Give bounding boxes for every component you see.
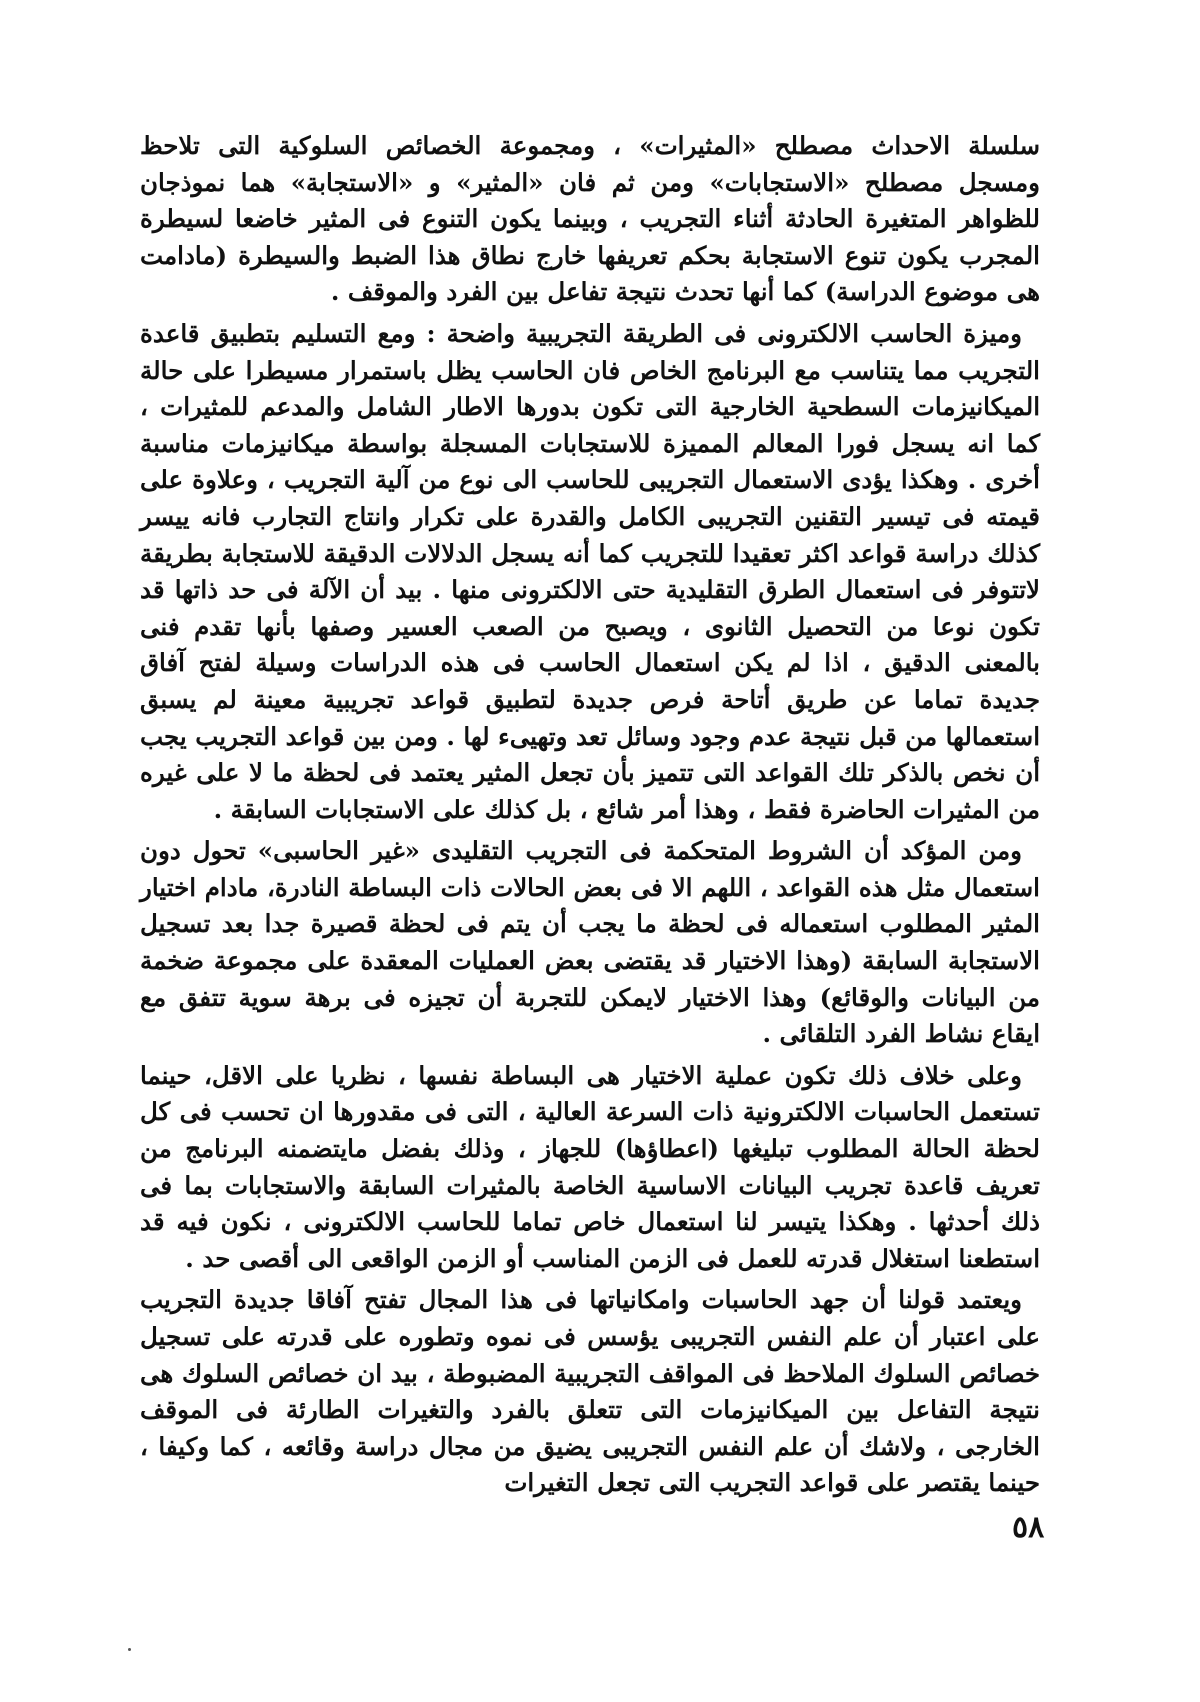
page-number: ٥٨ <box>1012 1510 1045 1545</box>
paragraph-2: وميزة الحاسب الالكترونى فى الطريقة التجريبية واضحة : ومع التسليم بتطبيق قاعدة التجريب مما يتناسب مع البرنامج الخاص فان الحاسب يظل باستمرار مسيطرا على حالة الميكانيزمات السطحية الخارجية التى تكون بدورها الاطار الشامل والمدعم للمثيرات ، كما انه يسجل فورا المعالم المميزة للاستجابات المسجلة بواسطة ميكانيزمات مناسبة أخرى . وهكذا يؤدى الاستعمال التجريبى للحاسب الى نوع من آلية التجريب ، وعلاوة على قيمته فى تيسير التقنين التجريبى الكامل والقدرة على تكرار وانتاج التجارب فانه ييسر كذلك دراسة قواعد اكثر تعقيدا للتجريب كما أنه يسجل الدلالات الدقيقة للاستجابة بطريقة لاتتوفر فى استعمال الطرق التقليدية حتى الالكترونى منها . بيد أن الآلة فى حد ذاتها قد تكون نوعا من التحصيل الثانوى ، ويصبح من الصعب العسير وصفها بأنها تقدم فنى بالمعنى الدقيق ، اذا لم يكن استعمال الحاسب فى هذه الدراسات وسيلة لفتح آفاق جديدة تماما عن طريق أتاحة فرص جديدة لتطبيق قواعد تجريبية معينة لم يسبق استعمالها من قبل نتيجة عدم وجود وسائل تعد وتهيىء لها . ومن بين قواعد التجريب يجب أن نخص بالذكر تلك القواعد التى تتميز بأن تجعل المثير يعتمد فى لحظة ما لا على غيره من المثيرات الحاضرة فقط ، وهذا أمر شائع ، بل كذلك على الاستجابات السابقة . <box>140 318 1040 824</box>
paragraph-1: سلسلة الاحداث مصطلح «المثيرات» ، ومجموعة الخصائص السلوكية التى تلاحظ ومسجل مصطلح «الاستجابات» ومن ثم فان «المثير» و «الاستجابة» هما نموذجان للظواهر المتغيرة الحادثة أثناء التجريب ، وبينما يكون التنوع فى المثير خاضعا لسيطرة المجرب يكون تنوع الاستجابة بحكم تعريفها خارج نطاق هذا الضبط والسيطرة (مادامت هى موضوع الدراسة) كما أنها تحدث نتيجة تفاعل بين الفرد والموقف . <box>140 131 1040 307</box>
body-text <box>140 128 1040 1507</box>
scan-speck <box>128 1648 131 1651</box>
paragraph-5: ويعتمد قولنا أن جهد الحاسبات وامكانياتها فى هذا المجال تفتح آفاقا جديدة التجريب على اعتبار أن علم النفس التجريبى يؤسس فى نموه وتطوره على قدرته على تسجيل خصائص السلوك الملاحظ فى المواقف التجريبية المضبوطة ، بيد ان خصائص السلوك هى نتيجة التفاعل بين الميكانيزمات التى تتعلق بالفرد والتغيرات الطارئة فى الموقف الخارجى ، ولاشك أن علم النفس التجريبى يضيق من مجال دراسة وقائعه ، كما وكيفا ، حينما يقتصر على قواعد التجريب التى تجعل التغيرات <box>140 1285 1040 1498</box>
paragraph-3: ومن المؤكد أن الشروط المتحكمة فى التجريب التقليدى «غير الحاسبى» تحول دون استعمال مثل هذه القواعد ، اللهم الا فى بعض الحالات ذات البساطة النادرة، مادام اختيار المثير المطلوب استعماله فى لحظة ما يجب أن يتم فى لحظة قصيرة جدا بعد تسجيل الاستجابة السابقة (وهذا الاختيار قد يقتضى بعض العمليات المعقدة على مجموعة ضخمة من البيانات والوقائع) وهذا الاختيار لايمكن للتجربة أن تجيزه فى برهة سوية تتفق مع ايقاع نشاط الفرد التلقائى . <box>140 836 1040 1049</box>
paragraph-4: وعلى خلاف ذلك تكون عملية الاختيار هى البساطة نفسها ، نظريا على الاقل، حينما تستعمل الحاسبات الالكترونية ذات السرعة العالية ، التى فى مقدورها ان تحسب فى كل لحظة الحالة المطلوب تبليغها (اعطاؤها) للجهاز ، وذلك بفضل مايتضمنه البرنامج من تعريف قاعدة تجريب البيانات الاساسية الخاصة بالمثيرات السابقة والاستجابات بما فى ذلك أحدثها . وهكذا يتيسر لنا استعمال خاص تماما للحاسب الالكترونى ، نكون فيه قد استطعنا استغلال قدرته للعمل فى الزمن المناسب أو الزمن الواقعى الى أقصى حد . <box>140 1060 1040 1273</box>
